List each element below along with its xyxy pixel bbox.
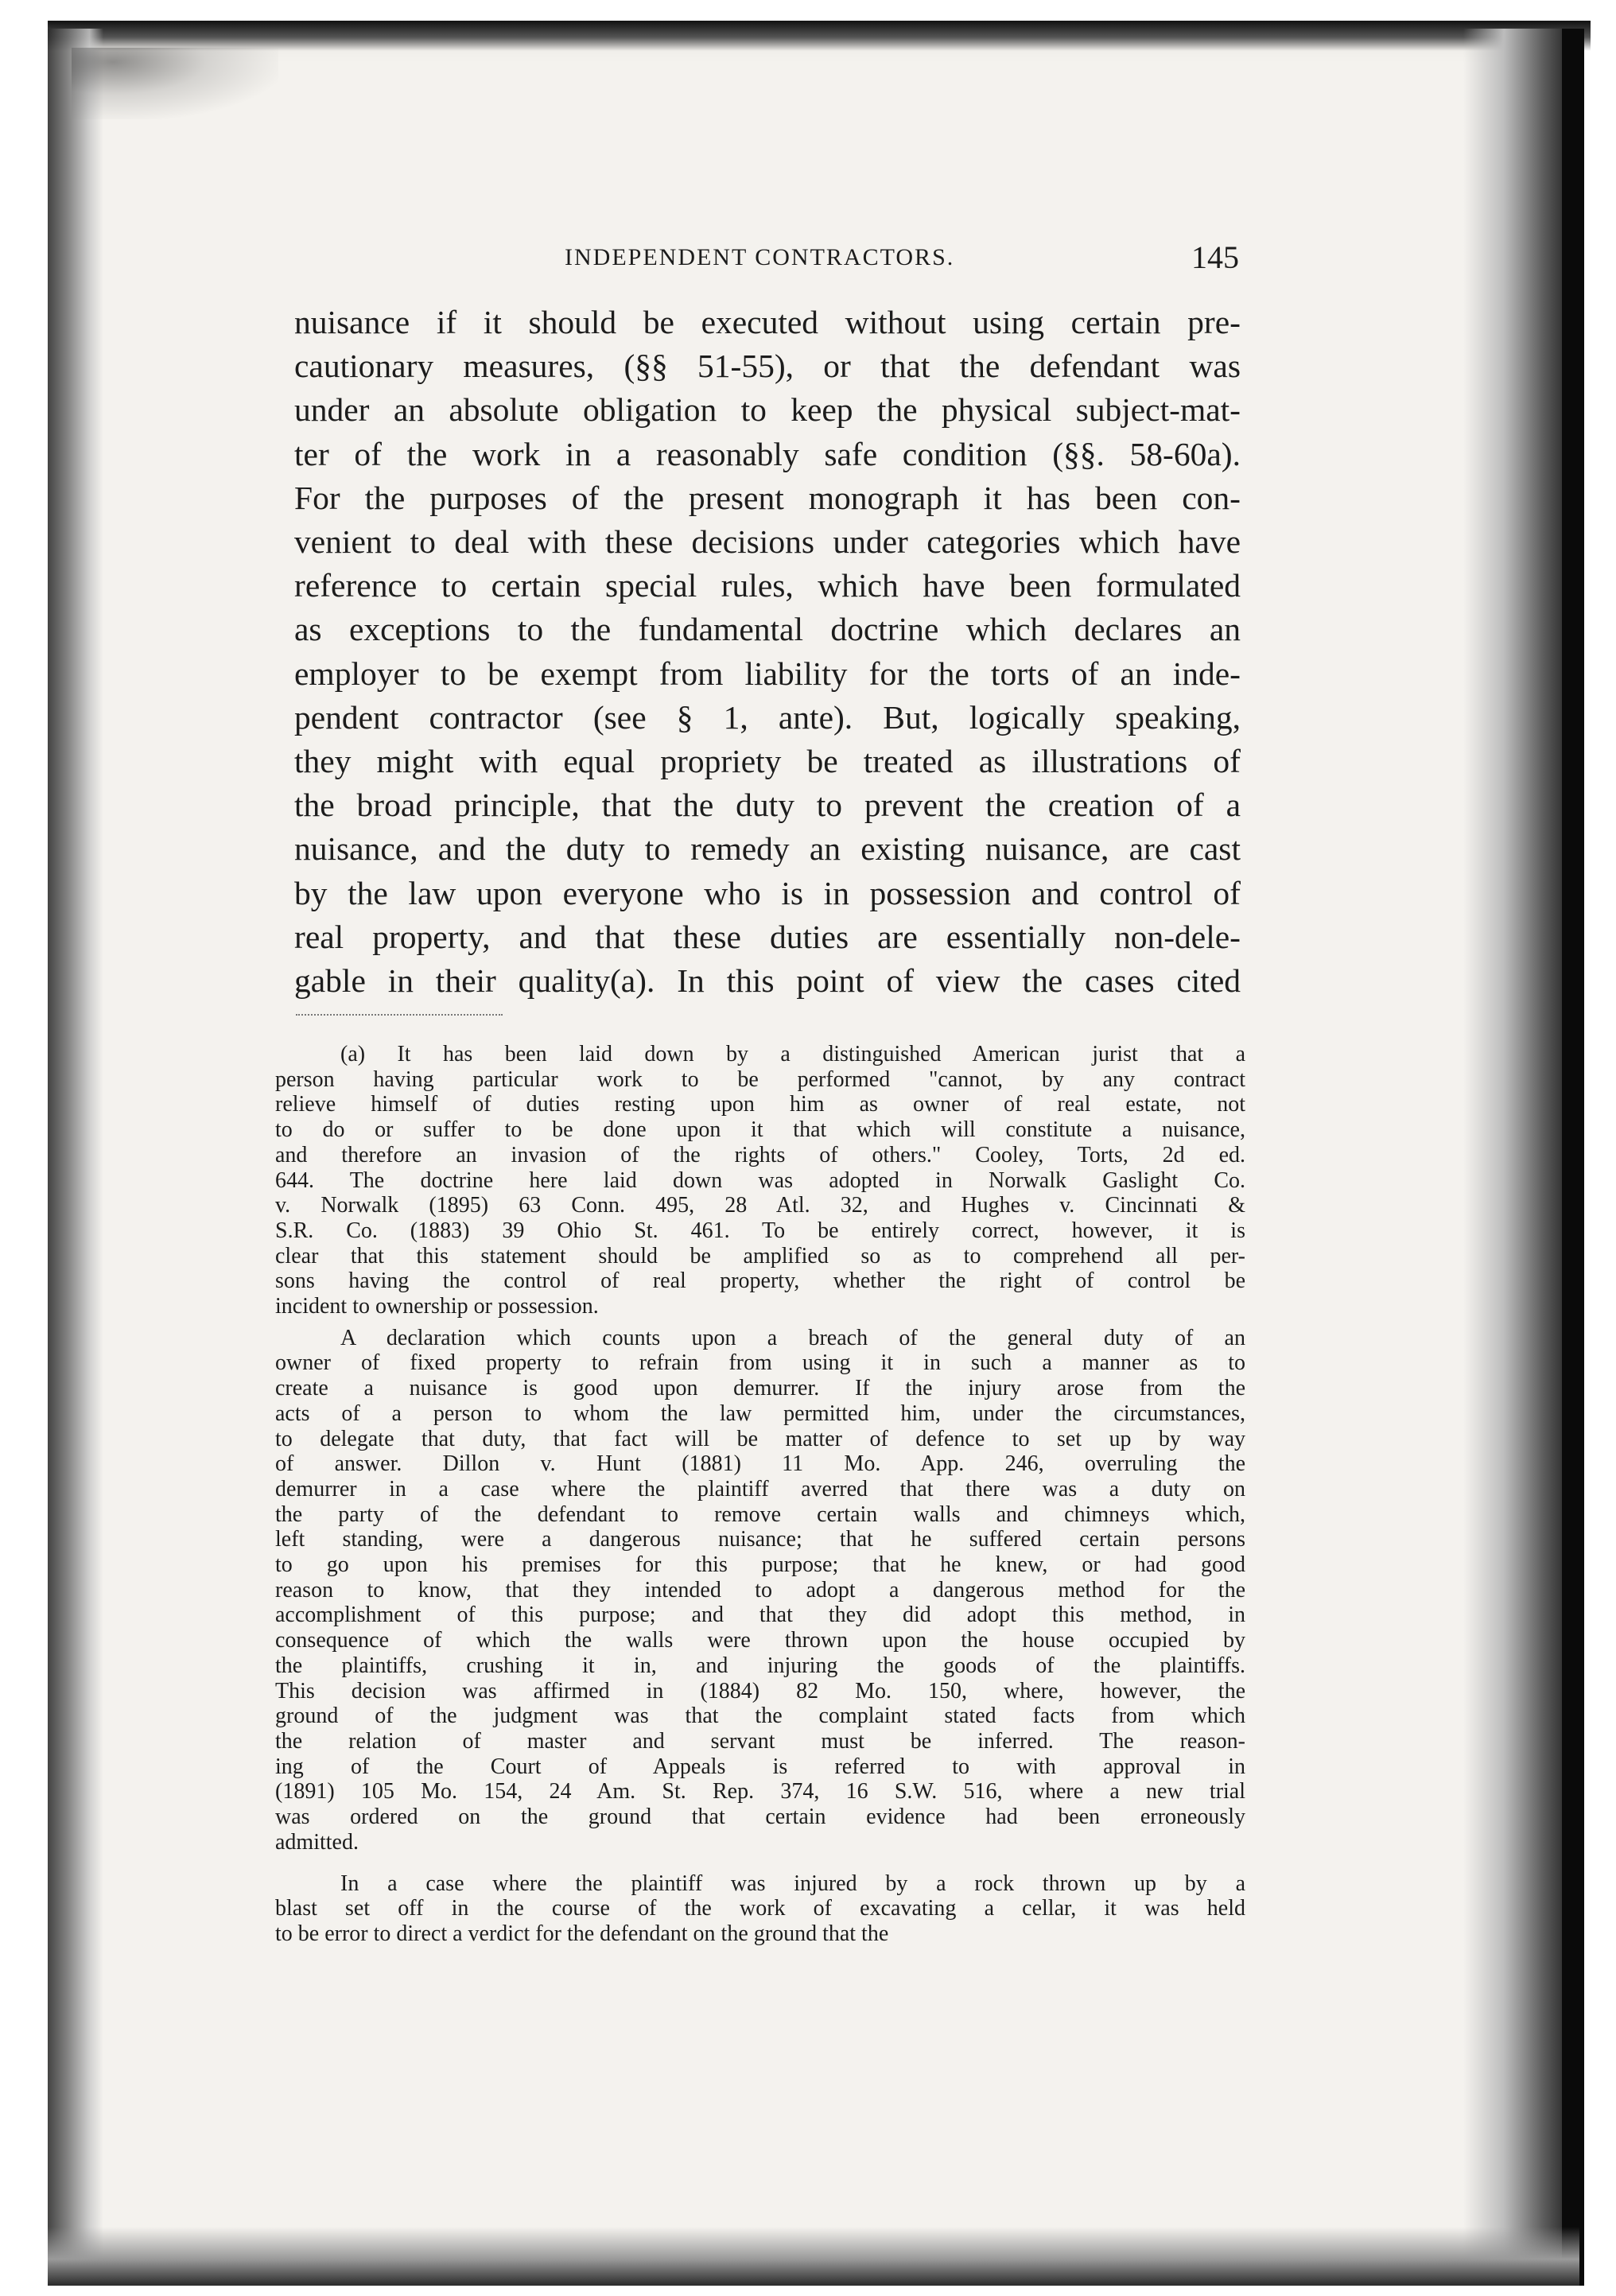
footnote-declaration [275, 1326, 1245, 1855]
text-line: as exceptions to the fundamental doctrine which declares an [294, 611, 1241, 648]
footnote-line: to delegate that duty, that fact will be matter of defence to set up by way [275, 1426, 1245, 1451]
footnote-line: incident to ownership or possession. [275, 1294, 599, 1319]
text-line: venient to deal with these decisions under categories which have [294, 523, 1241, 561]
scan-edge-top [48, 21, 1591, 51]
footnote-line: demurrer in a case where the plaintiff averred that there was a duty on [275, 1476, 1245, 1502]
footnote-line: blast set off in the course of the work of excavating a cellar, it was held [275, 1896, 1245, 1921]
text-line: gable in their quality(a). In this point of view the cases cited [294, 962, 1241, 1000]
footnote-line: clear that this statement should be amplified so as to comprehend all per- [275, 1243, 1245, 1268]
footnotes-block [275, 1042, 1245, 1947]
footnote-line: ing of the Court of Appeals is referred to with approval in [275, 1754, 1245, 1779]
text-line: employer to be exempt from liability for the torts of an inde- [294, 655, 1241, 692]
footnote-rule [296, 1014, 503, 1016]
footnote-line: acts of a person to whom the law permitted him, under the circumstances, [275, 1401, 1245, 1426]
footnote-line: admitted. [275, 1829, 359, 1855]
scan-speckle [72, 48, 278, 119]
footnote-line: was ordered on the ground that certain evidence had been erroneously [275, 1805, 1245, 1830]
main-text-block [294, 301, 1241, 1003]
text-line: they might with equal propriety be treated as illustrations of [294, 743, 1241, 780]
text-line: nuisance if it should be executed without using certain pre- [294, 304, 1241, 340]
text-line: pendent contractor (see § 1, ante). But, logically speaking, [294, 698, 1241, 736]
footnote-line: the relation of master and servant must be inferred. The reason- [275, 1728, 1245, 1754]
footnote-line: reason to know, that they intended to adopt a dangerous method for the [275, 1577, 1245, 1603]
footnote-line: owner of fixed property to refrain from using it in such a manner as to [275, 1350, 1245, 1376]
footnote-line: relieve himself of duties resting upon him as owner of real estate, not [275, 1092, 1245, 1117]
footnote-line: In a case where the plaintiff was injured by a rock thrown up by a [340, 1871, 1245, 1896]
footnote-line: (1891) 105 Mo. 154, 24 Am. St. Rep. 374, 16 S.W. 516, where a new trial [275, 1779, 1245, 1805]
page-number: 145 [1191, 239, 1239, 275]
text-line: by the law upon everyone who is in possession and control of [294, 874, 1241, 911]
footnote-line: (a) It has been laid down by a distinguished American jurist that a [340, 1042, 1245, 1066]
footnote-line: to be error to direct a verdict for the defendant on the ground that the [275, 1921, 889, 1946]
text-line: real property, and that these duties are essentially non-dele- [294, 918, 1241, 955]
footnote-line: consequence of which the walls were thrown upon the house occupied by [275, 1628, 1245, 1653]
text-line: nuisance, and the duty to remedy an existing nuisance, are cast [294, 830, 1241, 868]
text-line: For the purposes of the present monograph it has been con- [294, 479, 1241, 516]
footnote-line: the plaintiffs, crushing it in, and injuring the goods of the plaintiffs. [275, 1653, 1245, 1678]
text-line: reference to certain special rules, which have been formulated [294, 567, 1241, 604]
footnote-line: A declaration which counts upon a breach of the general duty of an [340, 1325, 1245, 1350]
scan-edge-bottom [48, 2227, 1579, 2286]
scan-edge-right-bar [1562, 29, 1584, 2286]
footnote-line: create a nuisance is good upon demurrer. If the injury arose from the [275, 1376, 1245, 1401]
footnote-line: and therefore an invasion of the rights of others." Cooley, Torts, 2d ed. [275, 1142, 1245, 1167]
text-line: ter of the work in a reasonably safe condition (§§. 58-60a). [294, 435, 1241, 472]
footnote-line: sons having the control of real property, whether the right of control be [275, 1268, 1245, 1294]
footnote-a [275, 1042, 1245, 1319]
text-line: cautionary measures, (§§ 51-55), or that the defendant was [294, 348, 1241, 385]
footnote-line: the party of the defendant to remove certain walls and chimneys which, [275, 1502, 1245, 1527]
footnote-line: S.R. Co. (1883) 39 Ohio St. 461. To be entirely correct, however, it is [275, 1218, 1245, 1243]
footnote-line: to go upon his premises for this purpose; that he knew, or had good [275, 1552, 1245, 1578]
footnote-line: 644. The doctrine here laid down was adopted in Norwalk Gaslight Co. [275, 1167, 1245, 1193]
footnote-line: of answer. Dillon v. Hunt (1881) 11 Mo. App. 246, overruling the [275, 1451, 1245, 1477]
footnote-line: This decision was affirmed in (1884) 82 Mo. 150, where, however, the [275, 1678, 1245, 1704]
text-line: under an absolute obligation to keep the physical subject-mat- [294, 391, 1241, 429]
running-head: INDEPENDENT CONTRACTORS. [565, 244, 955, 270]
footnote-line: to do or suffer to be done upon it that which will constitute a nuisance, [275, 1117, 1245, 1143]
footnote-blast-case [275, 1871, 1245, 1947]
footnote-line: ground of the judgment was that the complaint stated facts from which [275, 1704, 1245, 1729]
footnote-line: left standing, were a dangerous nuisance; that he suffered certain persons [275, 1527, 1245, 1552]
text-line: the broad principle, that the duty to prevent the creation of a [294, 787, 1241, 824]
scan-edge-left [48, 29, 103, 2286]
footnote-line: accomplishment of this purpose; and that they did adopt this method, in [275, 1603, 1245, 1628]
footnote-line: v. Norwalk (1895) 63 Conn. 495, 28 Atl. 32, and Hughes v. Cincinnati & [275, 1193, 1245, 1218]
footnote-line: person having particular work to be performed "cannot, by any contract [275, 1066, 1245, 1092]
